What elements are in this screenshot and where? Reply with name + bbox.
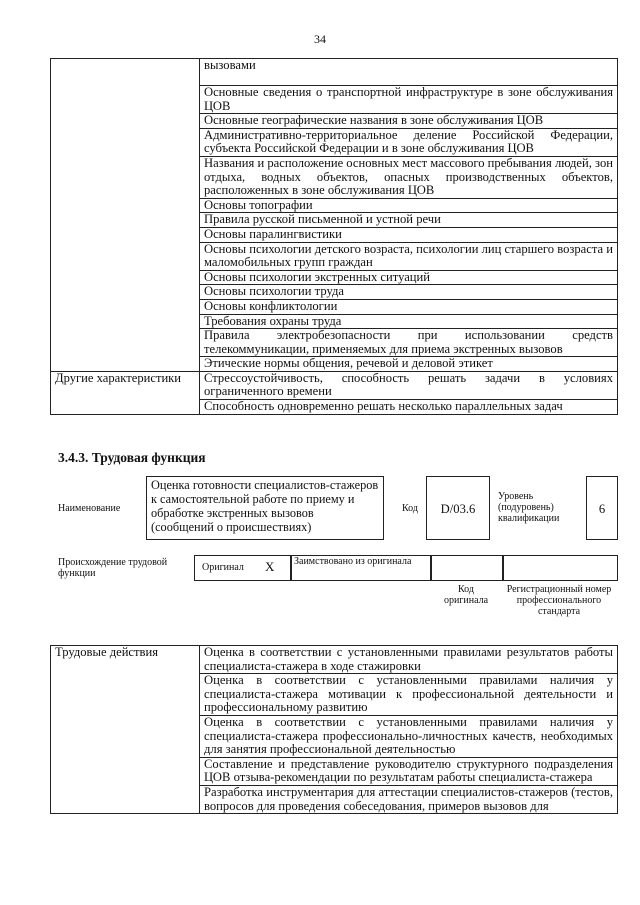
knowledge-row: Основы психологии труда (200, 285, 618, 300)
knowledge-row: Основы психологии экстренных ситуаций (200, 270, 618, 285)
knowledge-row: Основы психологии детского возраста, психологии лиц старшего возраста и маломобильных групп граждан (200, 242, 618, 270)
table-row (51, 59, 618, 86)
original-box (194, 555, 292, 581)
original-mark: X (265, 559, 275, 574)
other-row: Способность одновременно решать несколько параллельных задач (200, 400, 618, 415)
empty-label-cell (51, 59, 200, 372)
code-box (426, 476, 490, 540)
action-row: Составление и представление руководителю структурного подразделения ЦОВ отзыва-рекомендации по результатам работы специалиста-стажера (200, 757, 618, 785)
other-characteristics-label: Другие характеристики (51, 371, 200, 414)
knowledge-row: Правила электробезопасности при использовании средств телекоммуникации, применяемых для приема экстренных вызовов (200, 329, 618, 357)
reg-number-caption: Регистрационный номер профессионального стандарта (506, 584, 612, 617)
table-row (51, 371, 618, 399)
knowledge-row: Правила русской письменной и устной речи (200, 213, 618, 228)
knowledge-row: Этические нормы общения, речевой и деловой этикет (200, 357, 618, 372)
knowledge-row: Требования охраны труда (200, 314, 618, 329)
level-box (586, 476, 618, 540)
original-label: Оригинал (202, 562, 244, 573)
knowledge-row: Административно-территориальное деление Российской Федерации, субъекта Российской Федерации и в зоне обслуживания ЦОВ (200, 128, 618, 156)
knowledge-row: Основные географические названия в зоне обслуживания ЦОВ (200, 114, 618, 129)
borrowed-box (290, 555, 432, 581)
level-label: Уровень (подуровень) квалификации (498, 491, 560, 524)
page-number: 34 (314, 32, 326, 46)
other-row: Стрессоустойчивость, способность решать задачи в условиях ограниченного времени (200, 371, 618, 399)
knowledge-row: Основы паралингвистики (200, 227, 618, 242)
code-value: D/03.6 (440, 502, 476, 516)
borrowed-label: Заимствовано из оригинала (294, 556, 412, 567)
section-title: 3.4.3. Трудовая функция (58, 450, 206, 465)
origin-label: Происхождение трудовой функции (58, 557, 168, 579)
level-value: 6 (598, 502, 606, 516)
knowledge-row: Основы топографии (200, 198, 618, 213)
original-code-box (430, 555, 504, 581)
name-label: Наименование (58, 503, 121, 514)
knowledge-row: Основные сведения о транспортной инфраструктуре в зоне обслуживания ЦОВ (200, 86, 618, 114)
action-row: Оценка в соответствии с установленными правилами наличия у специалиста-стажера мотивации к профессиональной деятельности и профессиональному развитию (200, 674, 618, 716)
knowledge-row: вызовами (200, 59, 618, 86)
name-value: Оценка готовности специалистов-стажеров к самостоятельной работе по приему и обработке экстренных вызовов (сообщений о происшествиях) (151, 478, 379, 534)
name-box (146, 476, 384, 540)
reg-number-box (502, 555, 618, 581)
knowledge-row: Основы конфликтологии (200, 299, 618, 314)
action-row: Оценка в соответствии с установленными правилами наличия у специалиста-стажера профессионально-личностных качеств, необходимых для занятия профессиональной деятельностью (200, 715, 618, 757)
actions-table (50, 645, 618, 814)
action-row: Оценка в соответствии с установленными правилами результатов работы специалиста-стажера в ходе стажировки (200, 646, 618, 674)
knowledge-table (50, 58, 618, 415)
action-row: Разработка инструментария для аттестации специалистов-стажеров (тестов, вопросов для проведения собеседования, примеров вызовов для (200, 785, 618, 813)
knowledge-row: Названия и расположение основных мест массового пребывания людей, зон отдыха, водных объектов, опасных производственных объектов, расположенных в зоне обслуживания ЦОВ (200, 156, 618, 198)
table-row (51, 646, 618, 674)
actions-label: Трудовые действия (51, 646, 200, 814)
code-label: Код (402, 503, 418, 514)
code-original-caption: Код оригинала (443, 584, 489, 606)
